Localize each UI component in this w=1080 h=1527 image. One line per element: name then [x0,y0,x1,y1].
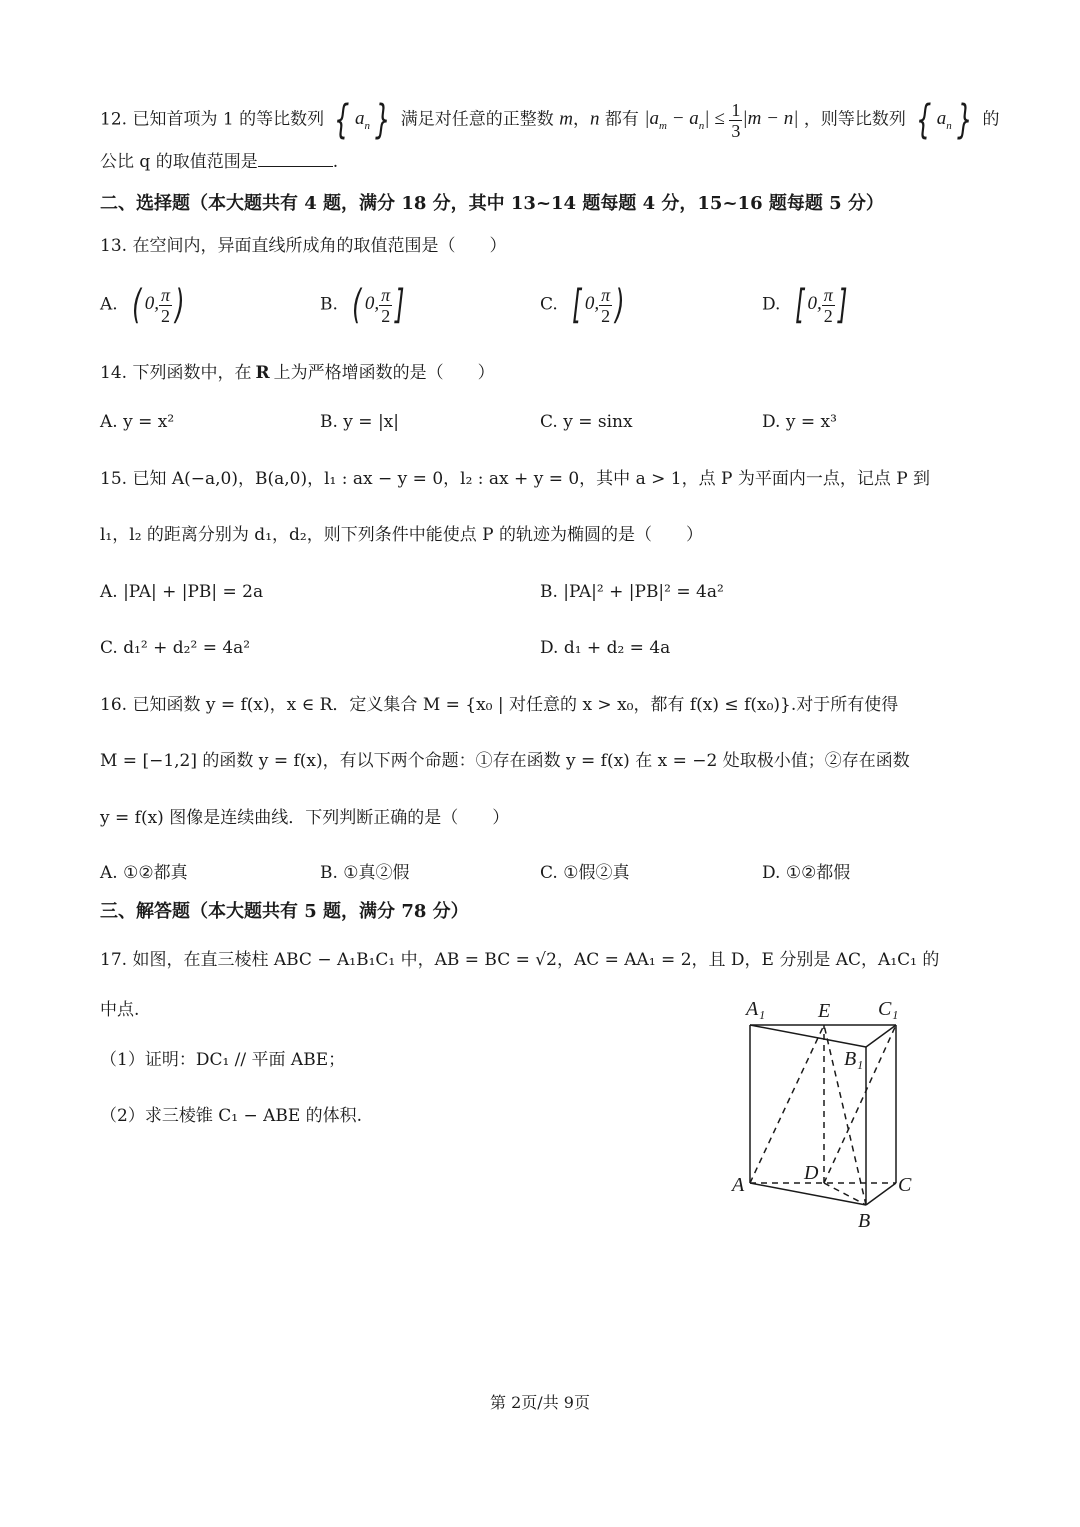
label-a1: A₁ [746,998,766,1020]
q12-text-c: 都有 [604,109,639,130]
q14-option-c: C. y = sinx [540,412,633,432]
edge-a-b [750,1183,866,1205]
q16-option-c: C. ①假②真 [540,863,630,883]
q14-option-d: D. y = x³ [762,412,837,432]
q13-option-b: B. ( 0, $\frac{\pi}{2}$ ] [320,282,405,328]
q12-line2-text: 公比 q 的取值范围是 [100,152,258,172]
q14-option-b: B. y = |x| [320,412,399,432]
q13-option-a: A. ( 0, $\frac{\pi}{2}$ ) [100,282,185,328]
q16-line3: y = f(x) 图像是连续曲线．下列判断正确的是（ ） [100,808,510,828]
edge-b-c [866,1183,896,1205]
q12-line1: 12. 已知首项为 1 的等比数列 { $a_n$ } 满足对任意的正整数 m，n 都有 $|a_m - a_n|$ ≤ $\frac{1}{3}$ |m − n| ，则等比数列 { $a_n$ } 的 [100,97,1000,143]
q15-option-b: B. |PA|² + |PB|² = 4a² [540,582,724,602]
label-e: E [818,1000,831,1022]
answer-blank [258,152,333,167]
q15-option-c: C. d₁² + d₂² = 4a² [100,638,251,658]
q17-part1: （1）证明：DC₁ // 平面 ABE； [100,1050,346,1070]
q13-stem: 13. 在空间内，异面直线所成角的取值范围是（ ） [100,236,507,256]
section-3-heading: 三、解答题（本大题共有 5 题，满分 78 分） [100,901,469,922]
q13-option-d: D. [ 0, $\frac{\pi}{2}$ ] [762,282,848,328]
q12-text-a: 12. 已知首项为 1 的等比数列 [100,109,325,130]
q12-text-d: ，则等比数列 [803,109,906,130]
q12-mn: m [559,108,573,130]
section-2-heading: 二、选择题（本大题共有 4 题，满分 18 分，其中 13~14 题每题 4 分，15~16 题每题 5 分） [100,193,884,214]
q15-option-d: D. d₁ + d₂ = 4a [540,638,671,658]
prism-figure [720,995,920,1235]
page-footer: 第 2页/共 9页 [490,1393,590,1412]
label-c: C [898,1174,912,1196]
label-b: B [858,1210,871,1232]
q15-line2: l₁，l₂ 的距离分别为 d₁，d₂，则下列条件中能使点 P 的轨迹为椭圆的是（ ） [100,525,703,545]
q17-part2: （2）求三棱锥 C₁ − ABE 的体积. [100,1106,363,1126]
q16-option-d: D. ①②都假 [762,863,851,883]
q14-stem: 14. 下列函数中，在 R 上为严格增函数的是（ ） [100,363,495,383]
q15-line1: 15. 已知 A(−a,0)，B(a,0)，l₁ : ax − y = 0，l₂ : ax + y = 0，其中 a > 1，点 P 为平面内一点，记点 P 到 [100,469,931,489]
q12-inequality: $|a_m - a_n|$ ≤ $\frac{1}{3}$ |m − n| [644,99,799,141]
q16-line1: 16. 已知函数 y = f(x)，x ∈ R．定义集合 M = {x₀ | 对任意的 x > x₀，都有 f(x) ≤ f(x₀)}.对于所有使得 [100,695,899,715]
label-c1: C₁ [878,998,899,1020]
q15-option-a: A. |PA| + |PB| = 2a [100,582,264,602]
q12-line2: 公比 q 的取值范围是 . [100,152,339,172]
q17-line2: 中点. [100,1000,140,1020]
q14-option-a: A. y = x² [100,412,175,432]
q16-option-b: B. ①真②假 [320,863,410,883]
q12-text-b: 满足对任意的正整数 [400,109,554,130]
q16-option-a: A. ①②都真 [100,863,188,883]
label-a: A [732,1174,745,1196]
q17-line1: 17. 如图，在直三棱柱 ABC − A₁B₁C₁ 中，AB = BC = √2，AC = AA₁ = 2，且 D，E 分别是 AC，A₁C₁ 的 [100,950,940,970]
edge-b1-c1 [866,1025,896,1047]
q13-option-c: C. [ 0, $\frac{\pi}{2}$ ) [540,282,625,328]
q12-seq: { $a_n$ } [334,97,391,143]
edge-a-e [750,1025,824,1183]
edge-a1-b1 [750,1025,866,1047]
label-b1: B₁ [844,1048,864,1070]
q12-text-e: 的 [982,109,1000,130]
label-d: D [804,1162,819,1184]
q16-line2: M = [−1,2] 的函数 y = f(x)，有以下两个命题：①存在函数 y = f(x) 在 x = −2 处取极小值；②存在函数 [100,751,910,771]
